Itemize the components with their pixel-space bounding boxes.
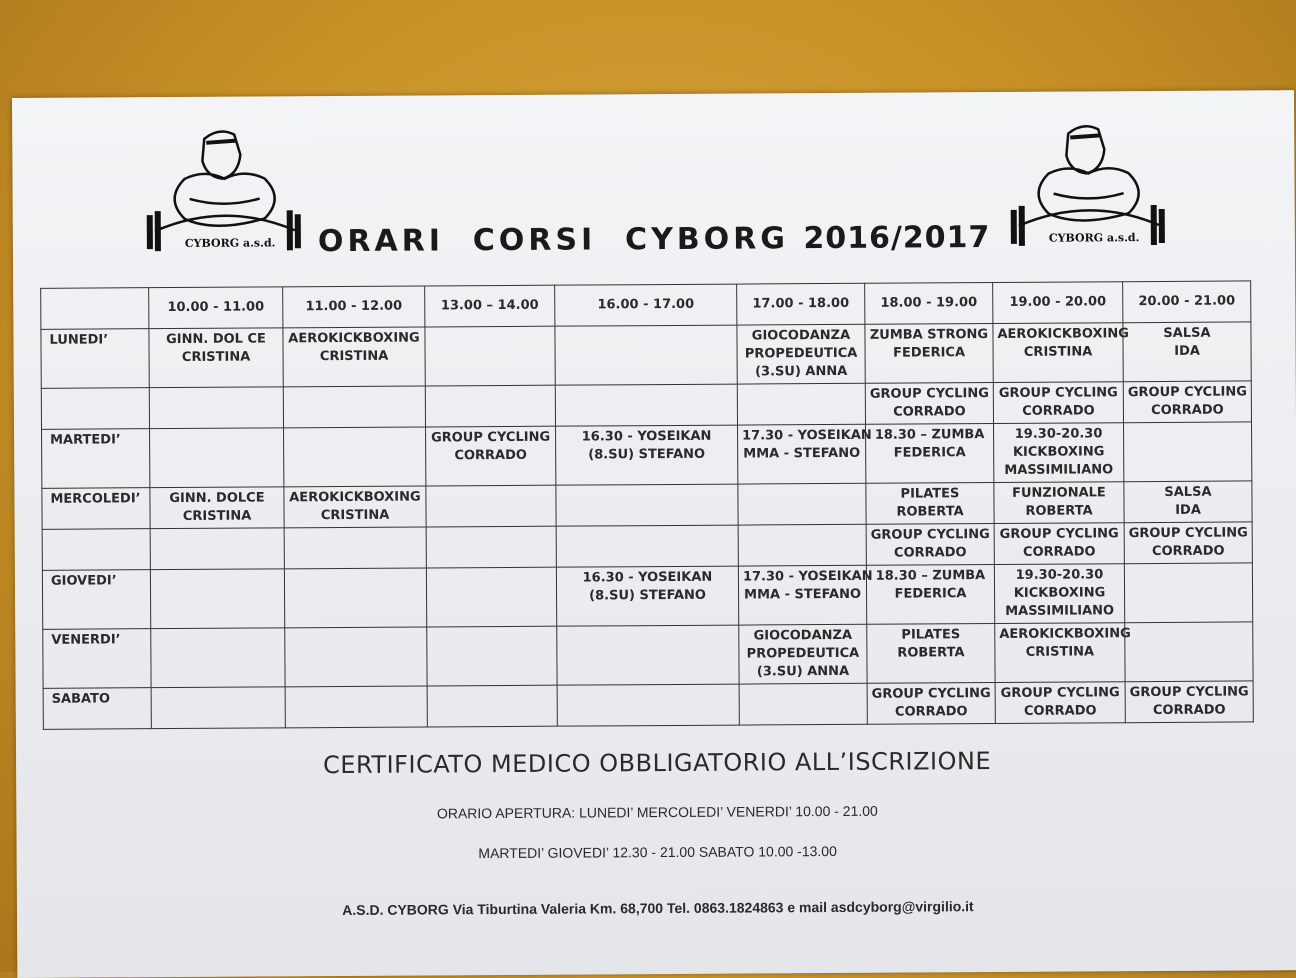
corner-cell: [41, 288, 149, 330]
class-cell: [739, 683, 867, 725]
class-cell: [995, 682, 1125, 724]
class-cell-line: GROUP CYCLING: [1000, 685, 1120, 701]
class-cell-line: 19.30-20.30: [1014, 426, 1103, 442]
page-title: [318, 220, 991, 259]
day-cell: [41, 388, 149, 430]
cyborg-logo-right: [1008, 113, 1169, 254]
class-cell-line: MASSIMILIANO: [1005, 603, 1115, 619]
class-cell-line: CORRADO: [1022, 544, 1096, 560]
class-cell: [1124, 481, 1252, 523]
class-cell: [738, 524, 866, 566]
class-cell: [150, 428, 284, 488]
logo-text-left: CYBORG a.s.d.: [184, 236, 276, 250]
class-cell: [285, 686, 427, 728]
class-cell-line: CRISTINA: [1025, 644, 1095, 660]
class-cell: [866, 483, 994, 525]
schedule-body: [41, 322, 1253, 729]
day-cell: MERCOLEDI’: [42, 488, 150, 530]
class-cell-line: KICKBOXING: [1013, 585, 1106, 601]
class-cell-line: GROUP CYCLING: [1128, 525, 1248, 542]
class-cell-line: GINN. DOL CE: [166, 331, 266, 348]
class-cell-line: ROBERTA: [897, 645, 965, 661]
table-row: [41, 322, 1251, 388]
class-cell-line: CRISTINA: [319, 348, 389, 365]
table-row: [42, 563, 1252, 629]
class-cell: [1124, 522, 1252, 564]
class-cell: [994, 423, 1124, 483]
class-cell: [1125, 622, 1253, 682]
class-cell-line: PROPEDEUTICA: [744, 345, 858, 362]
class-cell: [284, 486, 426, 528]
class-cell-line: IDA: [1175, 502, 1201, 518]
class-cell: [1124, 563, 1252, 623]
class-cell: [1125, 681, 1253, 723]
opening-hours-line1: ORARIO APERTURA: LUNEDI’ MERCOLEDI’ VENERDI’ 10.00 - 21.00: [436, 802, 878, 822]
class-cell-line: (3.SU) ANNA: [755, 363, 848, 380]
class-cell-line: GROUP CYCLING: [431, 429, 551, 446]
class-cell: [994, 523, 1124, 565]
day-cell: VENERDI’: [43, 629, 151, 689]
day-cell: MARTEDI’: [42, 429, 150, 489]
class-cell-line: 17.30 - YOSEIKAN: [742, 568, 873, 585]
class-cell: [151, 628, 285, 688]
class-cell: [867, 683, 995, 725]
class-cell: [427, 626, 557, 686]
class-cell-line: AEROKICKBOXING: [288, 330, 420, 347]
time-slot-header: 17.00 - 18.00: [737, 283, 865, 325]
class-cell: [866, 424, 994, 484]
class-cell-line: CORRADO: [893, 545, 967, 561]
class-cell: [865, 324, 993, 384]
class-cell: [425, 385, 555, 427]
class-cell: [738, 565, 873, 625]
schedule-table: [40, 280, 1254, 729]
class-cell-line: CORRADO: [894, 704, 968, 720]
class-cell-line: CORRADO: [1151, 402, 1224, 419]
class-cell: [1123, 322, 1251, 382]
title-main: ORARI CORSI CYBORG: [317, 221, 790, 260]
class-cell-line: FUNZIONALE: [1012, 485, 1106, 501]
class-cell: [426, 567, 556, 627]
day-cell: LUNEDI’: [41, 329, 149, 389]
contact-address: A.S.D. CYBORG Via Tiburtina Valeria Km. 68,700 Tel. 0863.1824863 e mail asdcyborg@virgilio.it: [342, 898, 974, 918]
class-cell: [284, 527, 426, 569]
class-cell: [149, 328, 283, 388]
class-cell-line: MMA - STEFANO: [743, 445, 861, 462]
class-cell: [993, 382, 1123, 424]
class-cell: [150, 569, 284, 629]
class-cell-line: FEDERICA: [893, 345, 966, 361]
class-cell-line: SALSA: [1163, 325, 1211, 341]
class-cell-line: 16.30 - YOSEIKAN: [582, 569, 713, 586]
class-cell-line: 18.30 – ZUMBA: [875, 568, 986, 584]
class-cell-line: SALSA: [1164, 484, 1212, 500]
time-slot-header: 11.00 - 12.00: [283, 286, 425, 328]
class-cell-line: GROUP CYCLING: [999, 526, 1119, 542]
class-cell: [556, 484, 738, 526]
class-cell: [426, 526, 556, 568]
title-year: 2016/2017: [803, 220, 991, 257]
class-cell: [556, 425, 738, 485]
class-cell: [149, 387, 283, 429]
class-cell: [739, 624, 867, 684]
class-cell: [150, 528, 284, 570]
class-cell: [556, 566, 738, 626]
class-cell: [866, 524, 994, 566]
class-cell-line: (8.SU) STEFANO: [589, 587, 707, 604]
time-slot-header: 19.00 - 20.00: [993, 282, 1123, 324]
day-cell: [42, 529, 150, 571]
class-cell-line: 18.30 – ZUMBA: [874, 427, 985, 443]
class-cell-line: AEROKICKBOXING: [999, 626, 1131, 642]
class-cell-line: PILATES: [900, 486, 960, 502]
class-cell-line: GIOCODANZA: [753, 627, 853, 644]
schedule-sheet: [12, 90, 1296, 978]
class-cell-line: GROUP CYCLING: [871, 686, 991, 702]
class-cell-line: (8.SU) STEFANO: [588, 446, 706, 463]
class-cell-line: CORRADO: [454, 447, 527, 464]
class-cell-line: IDA: [1174, 343, 1200, 359]
class-cell-line: ZUMBA STRONG: [869, 327, 989, 343]
class-cell-line: (3.SU) ANNA: [756, 663, 850, 680]
class-cell: [425, 326, 555, 386]
time-slot-header: 20.00 - 21.00: [1123, 281, 1251, 323]
class-cell-line: MASSIMILIANO: [1004, 462, 1114, 478]
class-cell: [150, 487, 284, 529]
class-cell: [284, 427, 426, 487]
class-cell: [151, 687, 285, 729]
class-cell: [557, 625, 739, 685]
class-cell-line: FEDERICA: [893, 445, 966, 461]
cyborg-logo-left: [144, 118, 305, 259]
class-cell-line: PROPEDEUTICA: [746, 645, 860, 662]
class-cell: [994, 564, 1124, 624]
class-cell-line: MMA - STEFANO: [744, 586, 862, 603]
class-cell: [284, 568, 426, 628]
class-cell: [1123, 381, 1251, 423]
class-cell: [994, 482, 1124, 524]
class-cell-line: CORRADO: [1022, 403, 1095, 419]
class-cell-line: CRISTINA: [181, 349, 251, 365]
class-cell-line: KICKBOXING: [1012, 444, 1105, 460]
class-cell: [426, 485, 556, 527]
class-cell: [557, 684, 739, 726]
class-cell-line: GROUP CYCLING: [870, 527, 990, 543]
time-slot-header: 18.00 - 19.00: [865, 283, 993, 325]
class-cell-line: CRISTINA: [320, 507, 390, 524]
class-cell: [555, 384, 737, 426]
day-cell: GIOVEDI’: [42, 570, 150, 630]
class-cell: [426, 426, 556, 486]
class-cell: [867, 624, 995, 684]
time-slot-header: 10.00 - 11.00: [149, 287, 283, 329]
class-cell: [556, 525, 738, 567]
class-cell: [555, 325, 737, 385]
class-cell: [738, 424, 872, 484]
class-cell-line: CORRADO: [1152, 702, 1226, 719]
table-row: [43, 681, 1253, 729]
class-cell-line: CORRADO: [893, 404, 966, 420]
class-cell: [737, 383, 865, 425]
class-cell: [865, 383, 993, 425]
class-cell-line: CORRADO: [1023, 703, 1097, 719]
class-cell-line: GINN. DOLCE: [169, 490, 265, 507]
class-cell-line: AEROKICKBOXING: [997, 326, 1129, 342]
class-cell: [283, 386, 425, 428]
table-row: [43, 622, 1253, 688]
class-cell-line: 16.30 - YOSEIKAN: [581, 428, 712, 445]
table-row: [42, 422, 1252, 488]
class-cell: [283, 327, 425, 387]
time-slot-header: 13.00 – 14.00: [425, 285, 555, 327]
day-cell: SABATO: [43, 688, 151, 730]
class-cell-line: AEROKICKBOXING: [289, 489, 421, 506]
class-cell-line: ROBERTA: [1025, 503, 1093, 519]
class-cell-line: 19.30-20.30: [1015, 567, 1104, 583]
medical-certificate-notice: CERTIFICATO MEDICO OBBLIGATORIO ALL’ISCRIZIONE: [322, 747, 992, 780]
class-cell-line: GROUP CYCLING: [1129, 684, 1249, 701]
class-cell: [866, 565, 994, 625]
class-cell-line: GROUP CYCLING: [869, 386, 989, 402]
class-cell-line: GIOCODANZA: [751, 327, 851, 344]
class-cell: [1124, 422, 1252, 482]
class-cell-line: GROUP CYCLING: [998, 385, 1118, 401]
class-cell-line: GROUP CYCLING: [1127, 384, 1247, 401]
class-cell: [427, 685, 557, 727]
class-cell-line: PILATES: [901, 627, 961, 643]
class-cell-line: 17.30 - YOSEIKAN: [742, 427, 872, 444]
class-cell: [285, 627, 427, 687]
class-cell: [738, 483, 866, 525]
class-cell-line: ROBERTA: [896, 504, 964, 520]
class-cell: [737, 324, 865, 384]
class-cell: [993, 323, 1129, 383]
class-cell-line: CRISTINA: [182, 508, 252, 524]
opening-hours-line2: MARTEDI’ GIOVEDI’ 12.30 - 21.00 SABATO 10.00 -13.00: [478, 842, 837, 862]
time-slot-header: 16.00 - 17.00: [555, 284, 737, 326]
class-cell-line: FEDERICA: [894, 586, 967, 602]
logo-text-right: CYBORG a.s.d.: [1048, 231, 1140, 245]
class-cell-line: CORRADO: [1151, 543, 1225, 560]
class-cell-line: CRISTINA: [1023, 344, 1093, 360]
class-cell: [995, 623, 1131, 683]
